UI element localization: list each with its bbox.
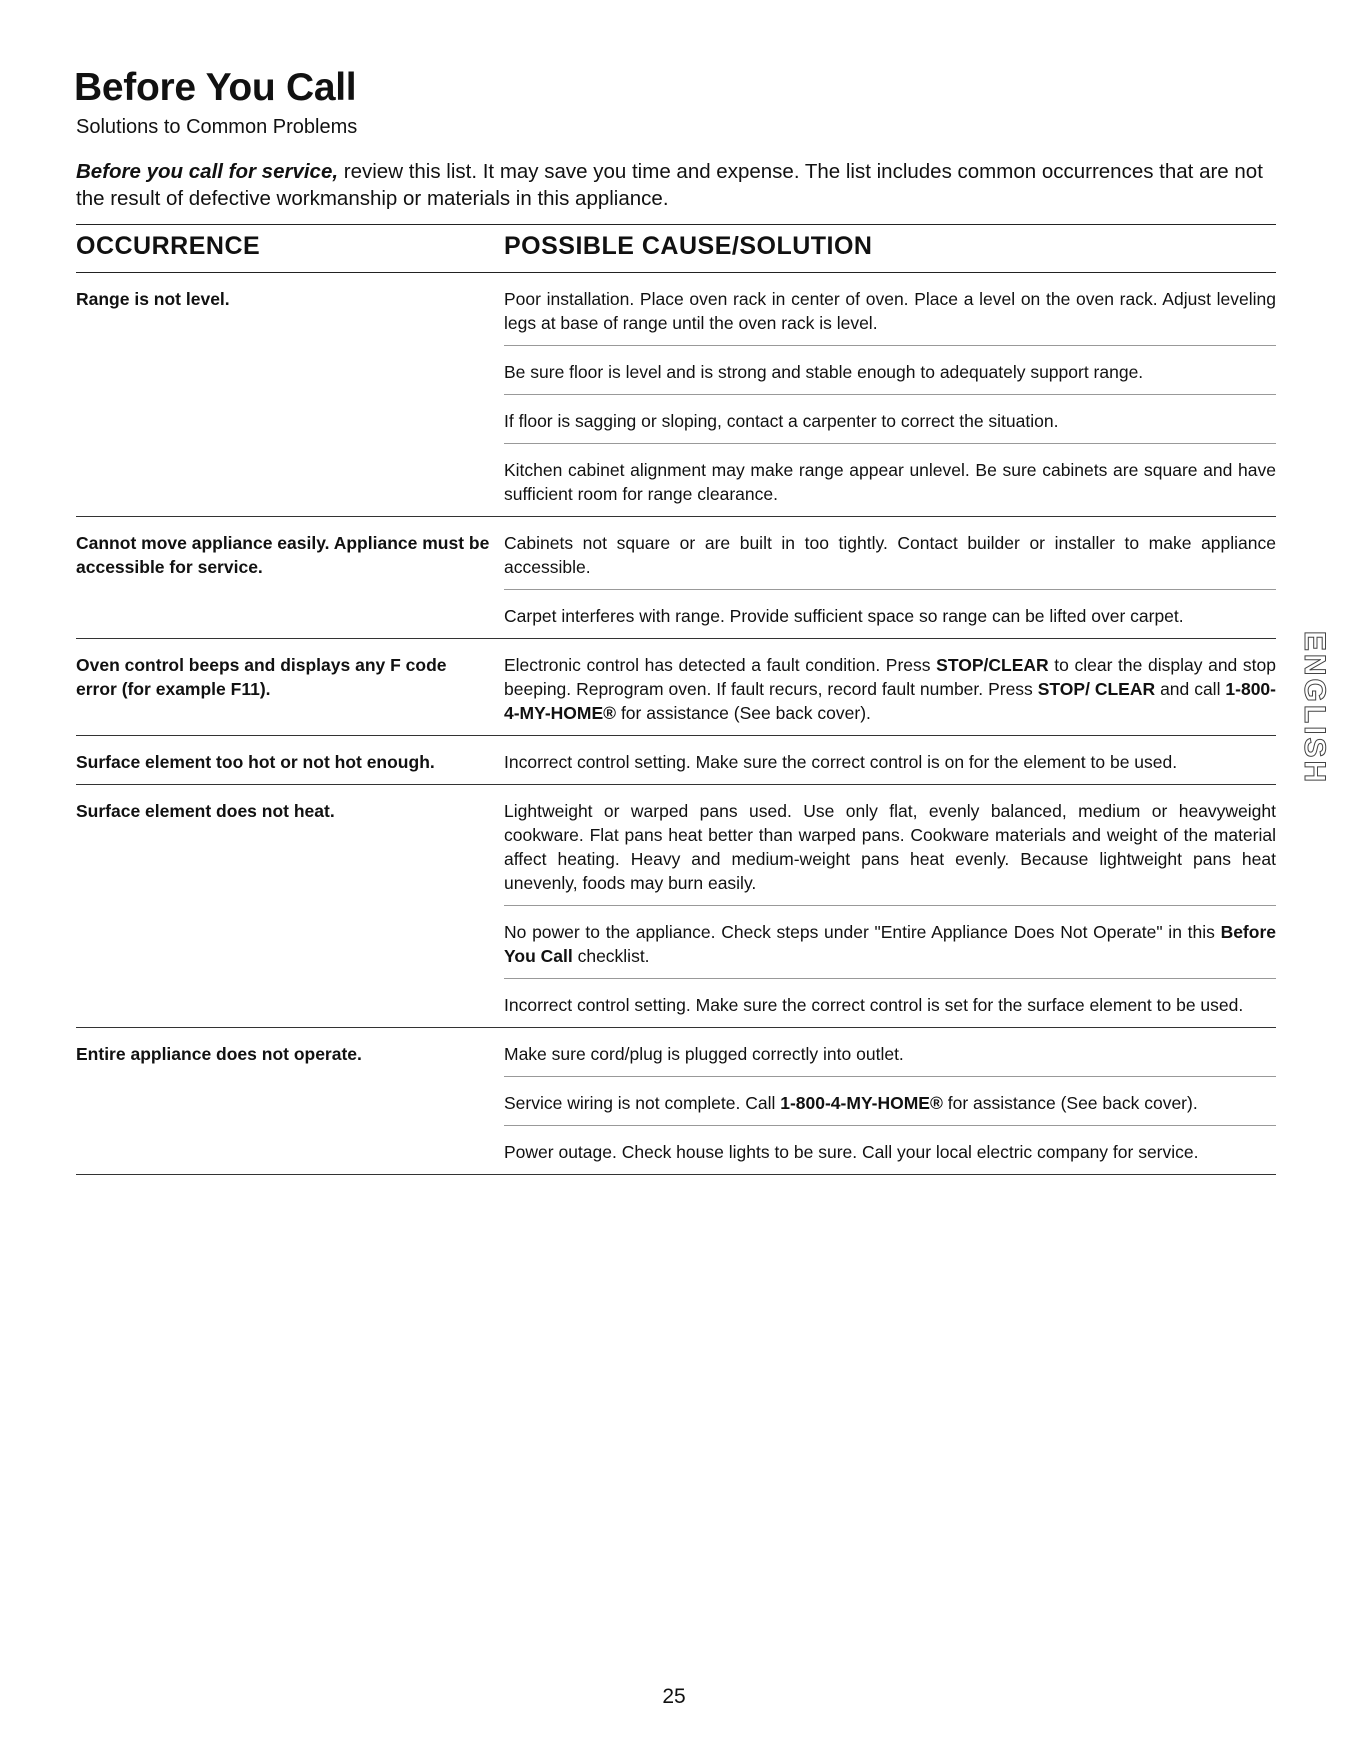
solution-item: [504, 517, 1276, 590]
solution-emphasis: 1-800-4-MY-HOME®: [780, 1093, 943, 1113]
solution-text: Kitchen cabinet alignment may make range appear unlevel. Be sure cabinets are square and have sufficient room for range clearance.: [504, 460, 1276, 504]
solution-item: [504, 444, 1276, 516]
solutions-cell: [504, 736, 1276, 784]
solution-item: [504, 1077, 1276, 1126]
solution-text: Make sure cord/plug is plugged correctly into outlet.: [504, 1044, 904, 1064]
solution-text: No power to the appliance. Check steps under "Entire Appliance Does Not Operate" in this: [504, 922, 1221, 942]
solution-text: Cabinets not square or are built in too tightly. Contact builder or installer to make appliance accessible.: [504, 533, 1276, 577]
solution-text: Carpet interferes with range. Provide sufficient space so range can be lifted over carpet.: [504, 606, 1184, 626]
solutions-cell: [504, 273, 1276, 516]
table-body: [76, 273, 1276, 1175]
table-header: [76, 224, 1276, 273]
solution-item: [504, 273, 1276, 346]
solution-emphasis: STOP/CLEAR: [936, 655, 1049, 675]
header-cause-solution: POSSIBLE CAUSE/SOLUTION: [504, 232, 873, 260]
intro-paragraph: [76, 158, 1276, 212]
intro-lead: Before you call for service,: [76, 160, 339, 183]
page-subtitle: Solutions to Common Problems: [76, 116, 358, 138]
solution-text: Be sure floor is level and is strong and stable enough to adequately support range.: [504, 362, 1144, 382]
table-row: [76, 785, 1276, 1028]
solution-item: [504, 785, 1276, 906]
solution-item: [504, 590, 1276, 638]
solution-item: [504, 979, 1276, 1027]
occurrence-cell: Surface element too hot or not hot enough.: [76, 752, 435, 772]
solution-text: for assistance (See back cover).: [942, 1093, 1198, 1113]
solution-item: [504, 736, 1276, 784]
solution-emphasis: STOP/ CLEAR: [1037, 679, 1156, 699]
occurrence-cell: Range is not level.: [76, 289, 230, 309]
table-row: [76, 736, 1276, 785]
solution-text: Power outage. Check house lights to be sure. Call your local electric company for service.: [504, 1142, 1199, 1162]
solutions-cell: [504, 1028, 1276, 1174]
language-side-tab: [1297, 628, 1331, 788]
solution-item: [504, 639, 1276, 735]
solutions-cell: [504, 639, 1276, 735]
solutions-cell: [504, 785, 1276, 1027]
solution-text: If floor is sagging or sloping, contact a carpenter to correct the situation.: [504, 411, 1059, 431]
solution-text: Service wiring is not complete. Call: [504, 1093, 781, 1113]
intro-text: review this list. It may save you time and expense. The list includes common occurrences that are not the result of defective workmanship or materials in this appliance.: [76, 160, 1263, 210]
solution-text: and call: [1155, 679, 1226, 699]
solution-text: for assistance (See back cover).: [616, 703, 871, 723]
solution-text: Electronic control has detected a fault condition. Press: [504, 655, 937, 675]
table-row: [76, 273, 1276, 517]
solution-text: to clear the display and stop beeping. Reprogram oven. If fault recurs, record fault number. Press: [504, 655, 1276, 699]
solutions-cell: [504, 517, 1276, 638]
solution-emphasis: Before You Call: [504, 922, 1276, 966]
occurrence-cell: Surface element does not heat.: [76, 801, 335, 821]
solution-text: Poor installation. Place oven rack in center of oven. Place a level on the oven rack. Adjust leveling legs at base of range until the oven rack is level.: [504, 289, 1276, 333]
troubleshooting-table: [76, 224, 1276, 1175]
page-title: Before You Call: [74, 66, 357, 109]
table-row: [76, 517, 1276, 639]
solution-text: Incorrect control setting. Make sure the correct control is on for the element to be used.: [504, 752, 1178, 772]
header-occurrence: OCCURRENCE: [76, 232, 261, 260]
solution-item: [504, 395, 1276, 444]
table-row: [76, 1028, 1276, 1175]
solution-item: [504, 1126, 1276, 1174]
solution-item: [504, 346, 1276, 395]
solution-item: [504, 1028, 1276, 1077]
page-number: 25: [662, 1685, 686, 1708]
solution-text: Incorrect control setting. Make sure the correct control is set for the surface element to be used.: [504, 995, 1244, 1015]
occurrence-cell: Oven control beeps and displays any F code error (for example F11).: [76, 655, 447, 699]
occurrence-cell: Cannot move appliance easily. Appliance must be accessible for service.: [76, 533, 490, 577]
solution-item: [504, 906, 1276, 979]
solution-text: Lightweight or warped pans used. Use only flat, evenly balanced, medium or heavyweight cookware. Flat pans heat better than warped pans. Cookware materials and weight of the material affect heating. Heavy and medium-weight pans heat evenly. Because lightweight pans heat unevenly, foods may burn easily.: [504, 801, 1276, 893]
occurrence-cell: Entire appliance does not operate.: [76, 1044, 362, 1064]
solution-emphasis: 1-800-4-MY-HOME®: [504, 679, 1276, 723]
language-side-tab-label: ENGLISH: [1298, 630, 1332, 786]
solution-text: checklist.: [572, 946, 650, 966]
table-row: [76, 639, 1276, 736]
